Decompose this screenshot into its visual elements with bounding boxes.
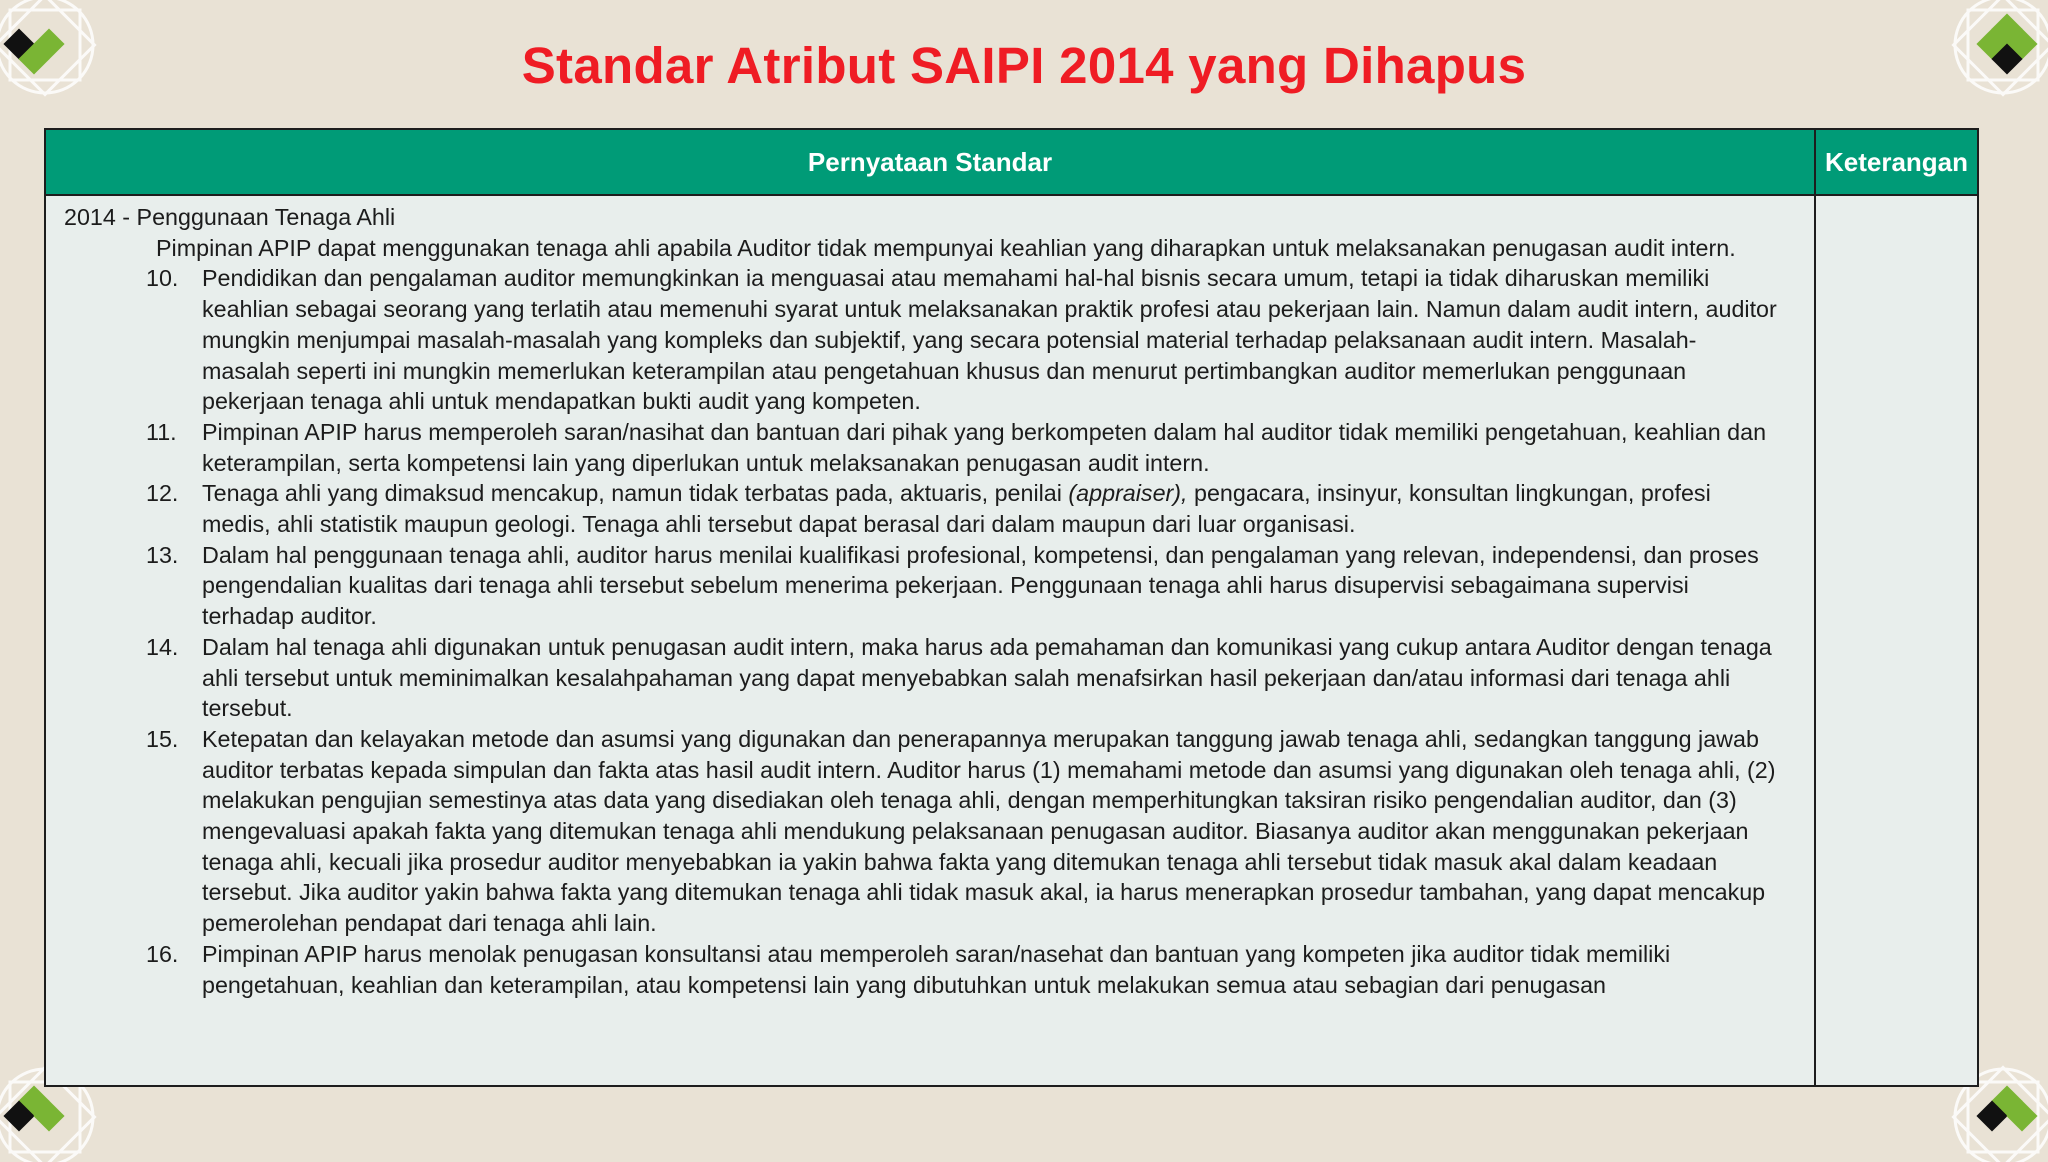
item-number: 11. [146, 418, 177, 445]
section-heading: 2014 - Penggunaan Tenaga Ahli [64, 204, 396, 230]
list-item [64, 724, 1798, 939]
table-header-row [45, 129, 1978, 195]
item-number: 10. [146, 265, 179, 292]
statement-cell [45, 195, 1815, 1086]
slide-title: Standar Atribut SAIPI 2014 yang Dihapus [521, 37, 1527, 94]
item-text: Ketepatan dan kelayakan metode dan asumsi yang digunakan dan penerapannya merupakan tanggung jawab tenaga ahli, sedangkan tanggung jawab auditor terbatas kepada simpulan dan fakta atas hasil audit intern. Auditor harus (1) memahami metode dan asumsi yang digunakan oleh tenaga ahli, (2) melakukan pengujian semestinya atas data yang disediakan oleh tenaga ahli, dengan memperhitungkan taksiran risiko pengendalian auditor, dan (3) mengevaluasi apakah fakta yang ditemukan tenaga ahli mendukung pelaksanaan penugasan auditor. Biasanya auditor akan menggunakan pekerjaan tenaga ahli, kecuali jika prosedur auditor menyebabkan ia yakin bahwa fakta yang ditemukan tenaga ahli tersebut tidak masuk akal dalam keadaan tersebut. Jika auditor yakin bahwa fakta yang ditemukan tenaga ahli tidak masuk akal, ia harus menerapkan prosedur tambahan, yang dapat mencakup pemerolehan pendapat dari tenaga ahli lain. [202, 725, 1776, 937]
item-number: 16. [146, 940, 179, 967]
header-keterangan: Keterangan [1815, 129, 1978, 195]
list-item [64, 263, 1798, 417]
keterangan-cell [1815, 195, 1978, 1086]
list-item [64, 632, 1798, 724]
item-text: Dalam hal tenaga ahli digunakan untuk penugasan audit intern, maka harus ada pemahaman dan komunikasi yang cukup antara Auditor dengan tenaga ahli tersebut untuk meminimalkan kesalahpahaman yang dapat menyebabkan salah menafsirkan hasil pekerjaan dan/atau informasi dari tenaga ahli tersebut. [202, 633, 1772, 722]
list-item [64, 540, 1798, 632]
item-text-part: pengacara, insinyur, konsultan lingkungan, profesi medis, ahli statistik maupun geologi. Tenaga ahli tersebut dapat berasal dari dalam maupun dari luar organisasi. [202, 480, 1711, 538]
item-text: Dalam hal penggunaan tenaga ahli, auditor harus menilai kualifikasi profesional, kompetensi, dan pengalaman yang relevan, independensi, dan proses pengendalian kualitas dari tenaga ahli tersebut sebelum menerima pekerjaan. Penggunaan tenaga ahli harus disupervisi sebagaimana supervisi terhadap auditor. [202, 541, 1759, 630]
list-item [64, 417, 1798, 478]
standards-table [44, 128, 1979, 1087]
intro-paragraph: Pimpinan APIP dapat menggunakan tenaga ahli apabila Auditor tidak mempunyai keahlian yang diharapkan untuk melaksanakan penugasan audit intern. [156, 234, 1736, 261]
item-number: 15. [146, 725, 179, 752]
item-number: 12. [146, 480, 179, 507]
item-number: 13. [146, 541, 179, 568]
list-item [64, 939, 1798, 1000]
item-text [202, 478, 1798, 539]
header-pernyataan-standar: Pernyataan Standar [45, 129, 1815, 195]
standard-items-list [64, 263, 1798, 1000]
item-text: Pimpinan APIP harus menolak penugasan konsultansi atau memperoleh saran/nasehat dan bantuan yang kompeten jika auditor tidak memiliki pengetahuan, keahlian dan keterampilan, atau kompetensi lain yang dibutuhkan untuk melakukan semua atau sebagian dari penugasan [202, 940, 1671, 998]
item-text: Pimpinan APIP harus memperoleh saran/nasihat dan bantuan dari pihak yang berkompeten dalam hal auditor tidak memiliki pengetahuan, keahlian dan keterampilan, serta kompetensi lain yang diperlukan untuk melaksanakan penugasan audit intern. [202, 418, 1767, 476]
item-text-part: Tenaga ahli yang dimaksud mencakup, namun tidak terbatas pada, aktuaris, penilai [202, 480, 1069, 507]
item-text: Pendidikan dan pengalaman auditor memungkinkan ia menguasai atau memahami hal-hal bisnis secara umum, tetapi ia tidak diharuskan memiliki keahlian sebagai seorang yang terlatih atau memenuhi syarat untuk melaksanakan praktik profesi atau pekerjaan lain. Namun dalam audit intern, auditor mungkin menjumpai masalah-masalah yang kompleks dan subjektif, yang secara potensial material terhadap pelaksanaan audit intern. Masalah- masalah seperti ini mungkin memerlukan keterampilan atau pengetahuan khusus dan menurut pertimbangkan auditor memerlukan penggunaan pekerjaan tenaga ahli untuk mendapatkan bukti audit yang kompeten. [202, 265, 1777, 415]
item-text-italic: (appraiser), [1068, 480, 1188, 507]
table-row [45, 195, 1978, 1086]
item-number: 14. [146, 633, 179, 660]
list-item [64, 478, 1798, 539]
